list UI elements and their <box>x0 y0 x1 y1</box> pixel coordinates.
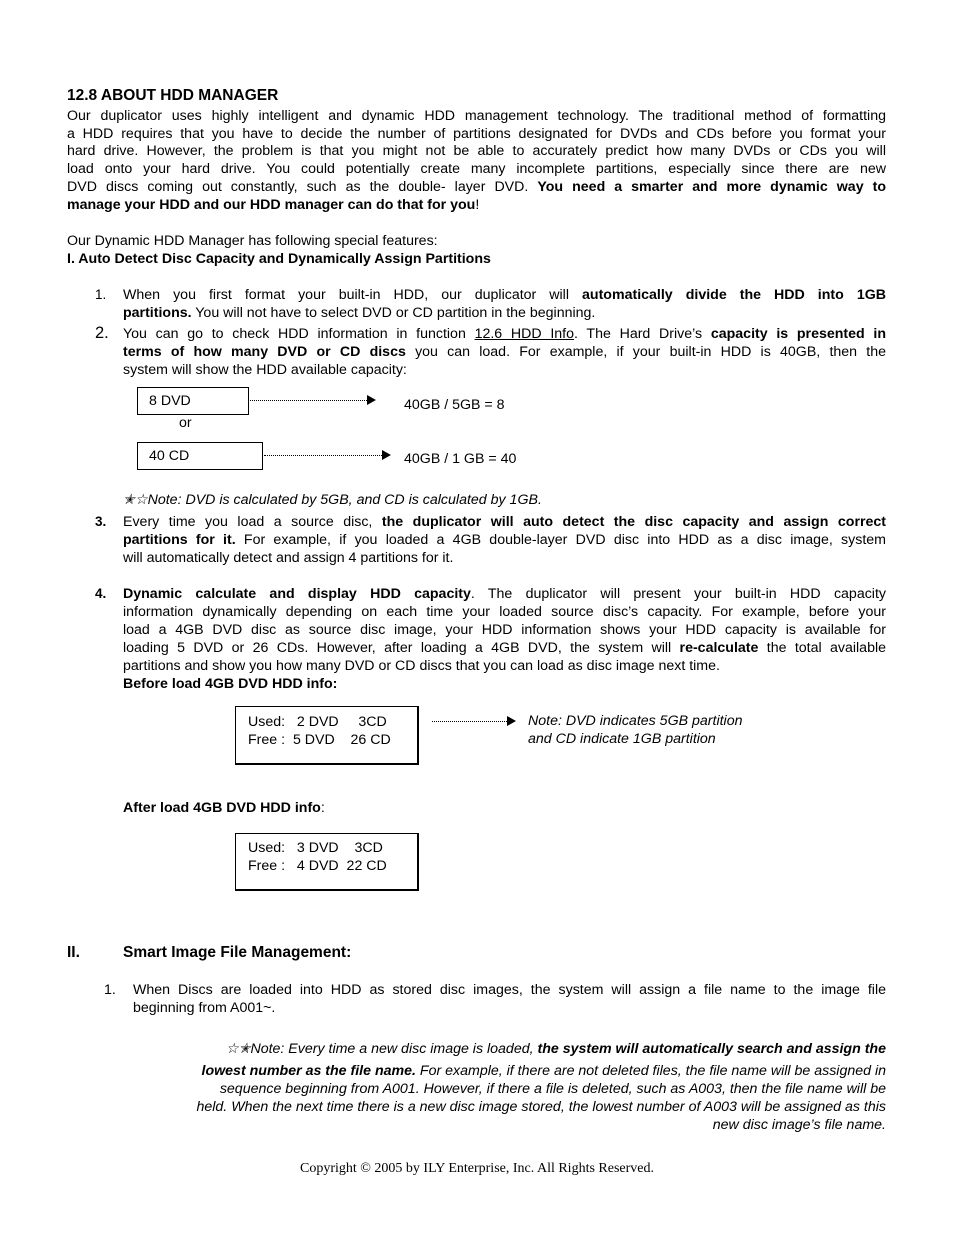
item2-line-1-text2: . The Hard Drive’s <box>574 326 711 342</box>
intro-line-2: a HDD requires that you have to decide the number of partitions designated for DVDs and CDs before you format your <box>67 126 886 142</box>
intro-line-6-bold: manage your HDD and our HDD manager can do that for you <box>67 197 476 213</box>
section-heading: 12.8 ABOUT HDD MANAGER <box>67 87 279 104</box>
note-dvd-cd: ✭☆Note: DVD is calculated by 5GB, and CD is calculated by 1GB. <box>123 492 542 508</box>
item2-line-3: system will show the HDD available capacity: <box>123 362 407 378</box>
item1-line-2-bold: partitions. <box>123 305 192 321</box>
section1-title: I. Auto Detect Disc Capacity and Dynamically Assign Partitions <box>67 251 491 267</box>
note2-line-4: held. When the next time there is a new disc image stored, the lowest number of A003 will be assigned as this <box>196 1099 886 1115</box>
note2-line-2-text: For example, if there are not deleted files, the file name will be assigned in <box>415 1063 886 1079</box>
note2-line-1 <box>124 1040 886 1058</box>
intro-line-3: hard drive. However, the problem is that you might not be able to accurately predict how many DVDs or CDs you will <box>67 143 886 159</box>
before-note-line-2: and CD indicate 1GB partition <box>528 731 716 747</box>
item4-line-1-bold: Dynamic calculate and display HDD capacity <box>123 586 471 602</box>
item1-line-1 <box>123 286 886 304</box>
copyright-footer: Copyright © 2005 by ILY Enterprise, Inc. All Rights Reserved. <box>300 1161 654 1176</box>
arrow-line-3 <box>432 721 507 722</box>
item4-line-2: information dynamically depending on each time your loaded source disc’s capacity. For example, before your <box>123 604 886 620</box>
features-intro: Our Dynamic HDD Manager has following special features: <box>67 233 438 249</box>
item1-line-2-text: You will not have to select DVD or CD partition in the beginning. <box>191 305 596 321</box>
before-note-line-1: Note: DVD indicates 5GB partition <box>528 713 743 729</box>
arrow-line-2 <box>264 455 382 456</box>
dvd-count-label: 8 DVD <box>149 393 191 409</box>
item3-line-2-bold: partitions for it. <box>123 532 236 548</box>
note2-line-3: sequence beginning from A001. However, if there a file is deleted, such as A003, then the file name will be <box>219 1081 886 1097</box>
item2-line-2 <box>123 343 886 361</box>
item3-line-1-bold: the duplicator will auto detect the disc capacity and assign correct <box>381 514 886 530</box>
note2-line-5: new disc image’s file name. <box>712 1117 886 1133</box>
item3-line-2-text: For example, if you loaded a 4GB double-layer DVD disc into HDD as a disc image, system <box>235 532 886 548</box>
dvd-equation: 40GB / 5GB = 8 <box>404 397 505 413</box>
item3-number: 3. <box>95 514 107 529</box>
before-used-line: Used: 2 DVD 3CD <box>248 714 387 730</box>
section2-title: Smart Image File Management: <box>123 944 352 961</box>
s2-item1-line-1: When Discs are loaded into HDD as stored disc images, the system will assign a file name to the image file <box>133 982 886 998</box>
item1-number: 1. <box>95 287 107 302</box>
item4-line-4 <box>123 639 886 657</box>
item1-line-1-text: When you first format your built-in HDD, our duplicator will <box>123 287 583 303</box>
section2-number: II. <box>67 944 80 961</box>
note2-line-1-text: ☆✭Note: Every time a new disc image is loaded, <box>225 1041 538 1057</box>
item2-line-1 <box>123 325 886 343</box>
before-hdd-info-box <box>235 706 419 765</box>
item3-line-1-text: Every time you load a source disc, <box>123 514 382 530</box>
note2-line-1-bold: the system will automatically search and assign the <box>537 1041 886 1057</box>
item1-line-1-bold: automatically divide the HDD into 1GB <box>582 287 886 303</box>
before-free-line: Free : 5 DVD 26 CD <box>248 732 391 748</box>
item2-line-1-text: You can go to check HDD information in function <box>123 326 475 342</box>
intro-line-5 <box>67 178 886 196</box>
item4-line-1 <box>123 585 886 603</box>
intro-line-4: load onto your hard drive. You could potentially create many incomplete partitions, especially since there are new <box>67 161 886 177</box>
intro-line-6 <box>67 196 886 214</box>
item4-line-4-bold: re-calculate <box>679 640 759 656</box>
arrow-head-3-icon <box>507 716 516 726</box>
item3-line-2 <box>123 531 886 549</box>
after-free-line: Free : 4 DVD 22 CD <box>248 858 387 874</box>
item4-line-5: partitions and show you how many DVD or CD discs that you can load as disc image next time. <box>123 658 720 674</box>
cd-count-label: 40 CD <box>149 448 190 464</box>
item4-line-1-text: . The duplicator will present your built-in HDD capacity <box>470 586 886 602</box>
item2-number: 2. <box>95 324 109 342</box>
item3-line-1 <box>123 513 886 531</box>
before-load-title: Before load 4GB DVD HDD info: <box>123 676 338 692</box>
after-used-line: Used: 3 DVD 3CD <box>248 840 383 856</box>
item4-number: 4. <box>95 586 107 601</box>
item2-line-1-bold: capacity is presented in <box>710 326 887 342</box>
or-label: or <box>179 415 192 431</box>
item2-line-2-text: you can load. For example, if your built-in HDD is 40GB, then the <box>405 344 886 360</box>
intro-line-5-text: DVD discs coming out constantly, such as the double- layer DVD. <box>67 179 538 195</box>
arrow-line-1 <box>250 400 367 401</box>
intro-line-1: Our duplicator uses highly intelligent and dynamic HDD management technology. The traditional method of formatting <box>67 108 886 124</box>
item4-line-4-text2: the total available <box>758 640 887 656</box>
item4-line-3: load a 4GB DVD disc as source disc image, your HDD information shows your HDD capacity is available for <box>123 622 886 638</box>
arrow-head-1-icon <box>367 395 376 405</box>
arrow-head-2-icon <box>382 450 391 460</box>
intro-line-5-bold: You need a smarter and more dynamic way to <box>537 179 886 195</box>
s2-item1-line-2: beginning from A001~. <box>133 1000 276 1016</box>
after-load-title <box>123 799 325 817</box>
dvd-count-box <box>137 387 249 415</box>
item3-line-3: will automatically detect and assign 4 partitions for it. <box>123 550 454 566</box>
after-load-title-bold: After load 4GB DVD HDD info <box>123 800 321 816</box>
item4-line-4-text: loading 5 DVD or 26 CDs. However, after loading a 4GB DVD, the system will <box>123 640 680 656</box>
s2-item1-number: 1. <box>104 982 116 998</box>
after-hdd-info-box <box>235 833 419 891</box>
intro-line-6-text: ! <box>475 197 480 213</box>
after-load-colon: : <box>320 800 325 816</box>
item2-line-2-bold: terms of how many DVD or CD discs <box>123 344 406 360</box>
hdd-info-link[interactable]: 12.6 HDD Info <box>474 326 575 342</box>
note2-line-2-bold: lowest number as the file name. <box>201 1063 416 1079</box>
note2-line-2 <box>124 1062 886 1080</box>
cd-count-box <box>137 442 263 470</box>
item1-line-2 <box>123 304 886 322</box>
cd-equation: 40GB / 1 GB = 40 <box>404 451 517 467</box>
